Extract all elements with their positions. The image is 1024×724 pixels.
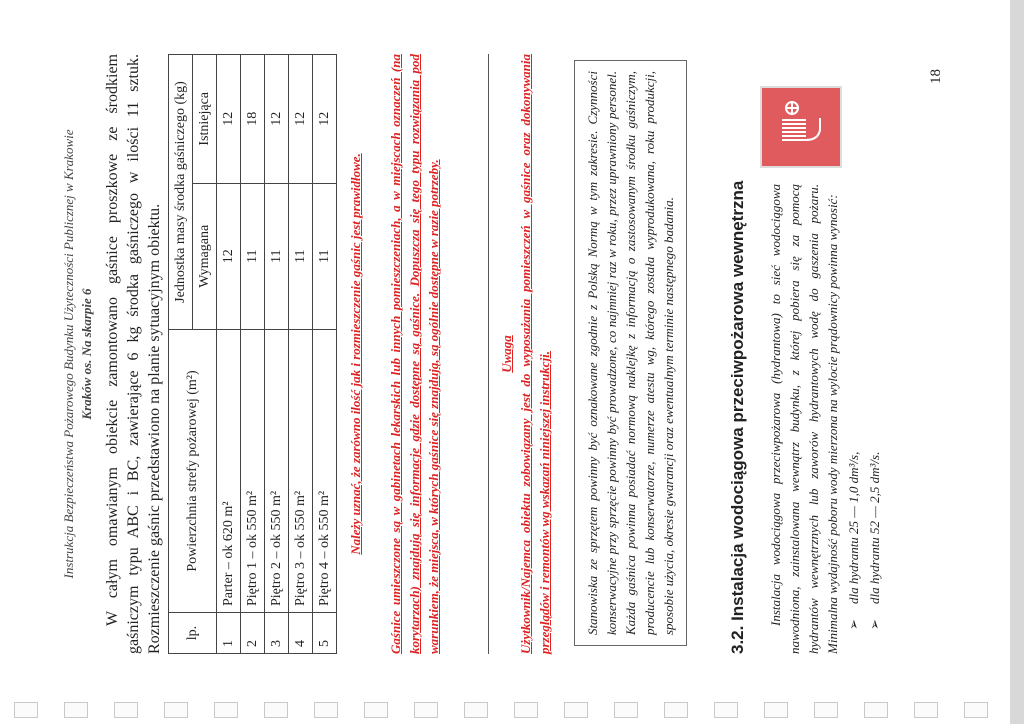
intro-paragraph: W całym omawianym obiekcie zamontowano gaśnice proszkowe ze środkiem gaśniczym typu ABC i BC, zawierające 6 kg środka gaśniczego w ilości 11 sztuk. Rozmieszczenie gaśnic przedstawiono na planie sytuacyjnym obiektu.: [104, 54, 163, 654]
table-row: [241, 55, 265, 654]
cell-area: Parter – ok 620 m²: [217, 330, 241, 613]
arrow-bullet-icon: ➢: [846, 619, 861, 630]
list-item: ➢dla hydrantu 25 — 1,0 dm³/s,: [846, 451, 861, 630]
list-item: ➢dla hydrantu 52 — 2,5 dm³/s.: [867, 451, 882, 630]
cell-required: 11: [289, 183, 313, 329]
binder-hole: [314, 702, 338, 718]
cell-required: 11: [265, 183, 289, 329]
binder-hole: [14, 702, 38, 718]
cell-required: 11: [241, 183, 265, 329]
binder-hole: [464, 702, 488, 718]
col-header-required: Wymagana: [193, 183, 217, 329]
col-header-unit: Jednostka masy środka gaśniczego (kg): [169, 55, 193, 330]
table-row: [289, 55, 313, 654]
maintenance-box: Stanowiska ze sprzętem powinny być oznakowane zgodnie z Polską Normą w tym zakresie. Czynności konserwacyjne przy sprzęcie powinny być prowadzone, co najmniej raz w roku, przez uprawniony personel. Każda gaśnica powinna posiadać normową naklejkę z informacją o zastosowanym środku gaśniczym, producencie lub konserwatorze, numerze atestu wg, którego została wyprodukowana, roku produkcji, sposobie użycia, okresie gwarancji oraz ewentualnym terminie następnego badania.: [574, 60, 687, 646]
table-row: [313, 55, 337, 654]
placement-note: Należy uznać, że zarówno ilość jak i rozmieszczenie gaśnic jest prawidłowe.: [348, 153, 363, 555]
binder-hole: [114, 702, 138, 718]
fire-hose-reel-icon: [760, 86, 842, 168]
cell-existing: 18: [241, 55, 265, 184]
cell-lp: 3: [265, 613, 289, 654]
arrow-bullet-icon: ➢: [867, 619, 882, 630]
extinguisher-location-warning: Gaśnice umieszczone są w gabinetach lekarskich lub innych pomieszczeniach, a w miejscach oznaczeń (na korytarzach) znajdują się informacje gdzie dostępne są gaśnice. Dopuszcza się tego typu rozwiązania pod warunkiem, że miejsca, w których gaśnice się znajdują, są ogólnie dostępne w razie potrzeby.: [388, 54, 441, 654]
cell-area: Piętro 2 – ok 550 m²: [265, 330, 289, 613]
cell-lp: 4: [289, 613, 313, 654]
binder-holes: [0, 698, 1024, 718]
binder-hole: [364, 702, 388, 718]
header-title: Instrukcja Bezpieczeństwa Pożarowego Budynku Użyteczności Publicznej w Krakowie: [61, 129, 76, 579]
binder-hole: [564, 702, 588, 718]
col-header-area: Powierzchnia strefy pożarowej (m²): [169, 330, 217, 613]
binder-hole: [664, 702, 688, 718]
cell-existing: 12: [265, 55, 289, 184]
notice-title: Uwaga: [499, 335, 514, 373]
cell-lp: 1: [217, 613, 241, 654]
binder-hole: [864, 702, 888, 718]
binder-hole: [264, 702, 288, 718]
binder-hole: [764, 702, 788, 718]
cell-required: 12: [217, 183, 241, 329]
table-header-row: [169, 55, 193, 654]
binder-hole: [614, 702, 638, 718]
page-header: [60, 54, 96, 654]
binder-hole: [914, 702, 938, 718]
col-header-existing: Istniejąca: [193, 55, 217, 184]
cell-existing: 12: [289, 55, 313, 184]
hydrant-installation-text: Instalacja wodociągowa przeciwpożarowa (hydrantowa) to sieć wodociągowa nawodniona, zainstalowana wewnątrz budynku, z której pobiera się za pomocą hydrantów wewnętrznych lub zaworów hydrantowych wodę do gaszenia pożaru. Minimalna wydajność poboru wody mierzona na wylocie prądownicy powinna wynosić: ➢dla hydrantu 25 — 1,0 dm³/s, ➢dla hydrantu 52 — 2,5 dm³/s.: [768, 184, 882, 654]
notice-block: [488, 54, 554, 654]
col-header-lp: lp.: [169, 613, 217, 654]
binder-hole: [164, 702, 188, 718]
cell-area: Piętro 4 – ok 550 m²: [313, 330, 337, 613]
extinguisher-table: [168, 54, 337, 654]
cell-required: 11: [313, 183, 337, 329]
notice-text: Użytkownik/Najemca obiektu zobowiązany jest do wyposażania pomieszczeń w gaśnice oraz dokonywania przeglądów i remontów wg wskazań niniejszej instrukcji.: [518, 54, 552, 654]
flow-rate-list: [844, 184, 884, 630]
scan-edge: [1010, 0, 1024, 724]
cell-area: Piętro 3 – ok 550 m²: [289, 330, 313, 613]
section-heading: 3.2. Instalacja wodociągowa przeciwpożarowa wewnętrzna: [728, 180, 747, 654]
binder-hole: [414, 702, 438, 718]
cell-existing: 12: [313, 55, 337, 184]
cell-existing: 12: [217, 55, 241, 184]
binder-hole: [714, 702, 738, 718]
binder-hole: [814, 702, 838, 718]
cell-lp: 5: [313, 613, 337, 654]
cell-area: Piętro 1 – ok 550 m²: [241, 330, 265, 613]
cell-lp: 2: [241, 613, 265, 654]
page-number: 18: [928, 69, 944, 84]
table-row: [265, 55, 289, 654]
binder-hole: [214, 702, 238, 718]
header-address: Kraków os. Na skarpie 6: [79, 288, 94, 420]
binder-hole: [514, 702, 538, 718]
table-row: [217, 55, 241, 654]
binder-hole: [964, 702, 988, 718]
binder-hole: [64, 702, 88, 718]
